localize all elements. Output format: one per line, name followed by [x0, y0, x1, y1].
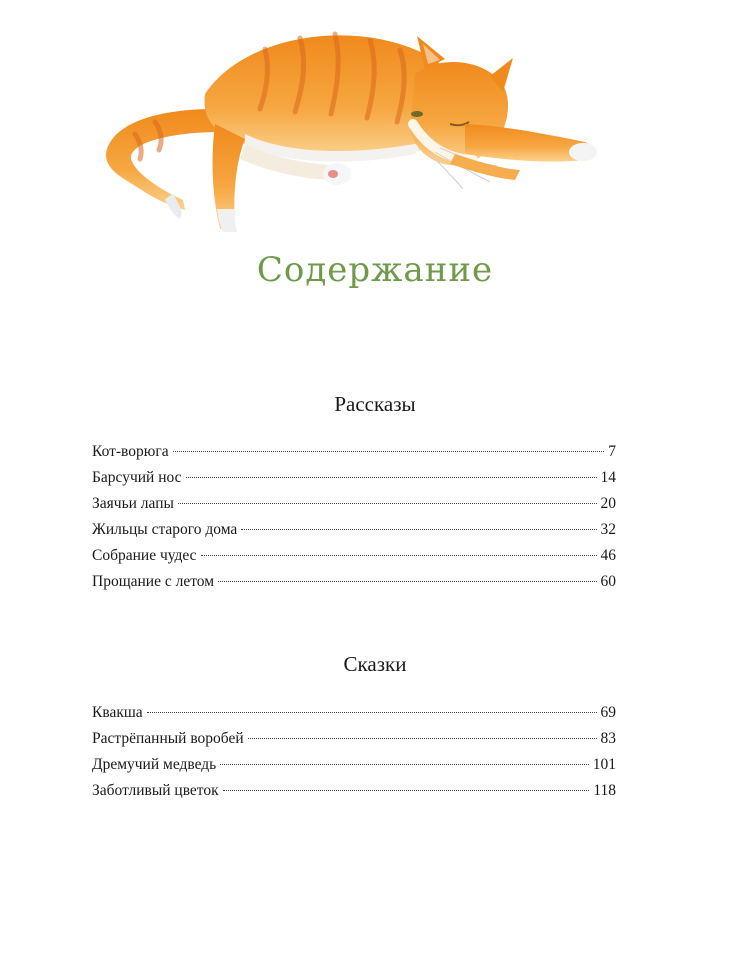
dot-leader — [248, 738, 597, 739]
dot-leader — [223, 790, 590, 791]
toc-entry-page: 60 — [600, 573, 616, 590]
toc-entry[interactable] — [92, 443, 616, 469]
toc-entry[interactable] — [92, 730, 616, 756]
toc-entry-title: Квакша — [92, 704, 143, 721]
toc-entry-title: Заботливый цветок — [92, 782, 219, 799]
dot-leader — [241, 529, 596, 530]
toc-entry-page: 14 — [600, 469, 616, 486]
page-title: Содержание — [256, 250, 494, 290]
dot-leader — [147, 712, 597, 713]
toc-entry-title: Барсучий нос — [92, 469, 182, 486]
toc-entry[interactable] — [92, 704, 616, 730]
toc-entry-title: Прощание с летом — [92, 573, 215, 590]
dot-leader — [178, 503, 597, 504]
toc-entry-title: Кот-ворюга — [92, 443, 169, 460]
toc-entry-page: 83 — [600, 730, 616, 747]
dot-leader — [201, 555, 597, 556]
dot-leader — [186, 477, 597, 478]
dot-leader — [220, 764, 589, 765]
toc-entry[interactable] — [92, 756, 616, 782]
dot-leader — [218, 581, 596, 582]
toc-entry[interactable] — [92, 521, 616, 547]
toc-entry[interactable] — [92, 782, 616, 808]
toc-entry-title: Дремучий медведь — [92, 756, 217, 773]
toc-entry[interactable] — [92, 469, 616, 495]
toc-entry-page: 69 — [600, 704, 616, 721]
toc-entry-title: Заячьи лапы — [92, 495, 174, 512]
toc-entry-page: 20 — [600, 495, 616, 512]
toc-entry-page: 118 — [593, 782, 616, 799]
section-heading-stories: Рассказы — [334, 392, 416, 416]
toc-entry-page: 7 — [608, 443, 616, 460]
toc-list-stories — [92, 443, 616, 599]
toc-entry-title: Жильцы старого дома — [92, 521, 238, 538]
toc-entry-page: 46 — [600, 547, 616, 564]
toc-entry-title: Растрёпанный воробей — [92, 730, 244, 747]
toc-entry[interactable] — [92, 495, 616, 521]
cat-illustration — [95, 14, 605, 244]
section-heading-tales: Сказки — [343, 652, 407, 676]
toc-entry[interactable] — [92, 547, 616, 573]
toc-entry-page: 32 — [600, 521, 616, 538]
toc-entry-title: Собрание чудес — [92, 547, 197, 564]
toc-list-tales — [92, 704, 616, 808]
toc-entry[interactable] — [92, 573, 616, 599]
toc-entry-page: 101 — [592, 756, 616, 773]
dot-leader — [173, 451, 605, 452]
